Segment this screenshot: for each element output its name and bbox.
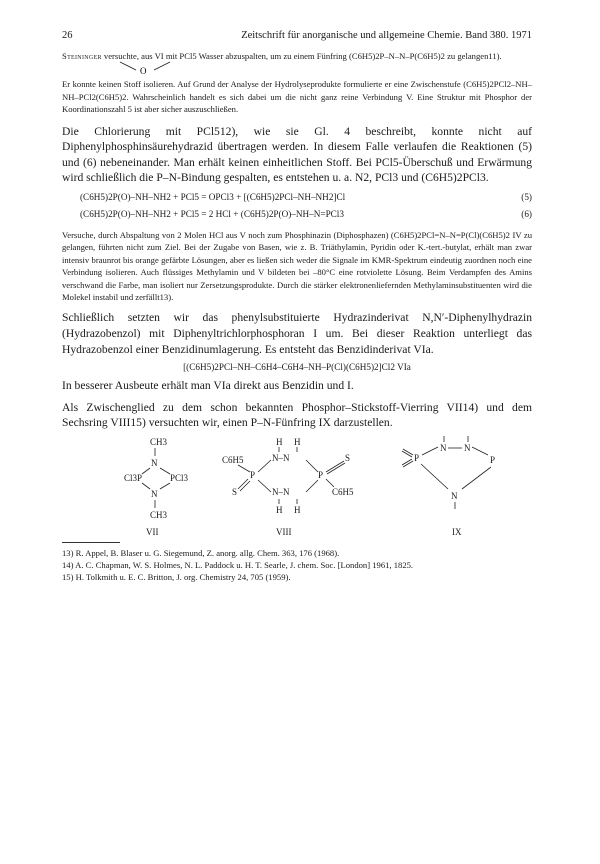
footnote (62, 571, 532, 583)
atom-label: N (451, 491, 458, 501)
paragraph-benzidin: In besserer Ausbeute erhält man VIa direkt aus Benzidin und I. (62, 379, 354, 393)
atom-label: H (276, 437, 283, 447)
structure-drawings (62, 431, 532, 539)
atom-label: C6H5 (222, 455, 244, 465)
structures-figure (62, 431, 532, 539)
atom-label: N (440, 443, 447, 453)
structure-viii (222, 437, 354, 537)
paragraph-chlorination: Die Chlorierung mit PCl512), wie sie Gl. 4 beschreibt, konnte nicht auf Diphenylphosphinsäurehydrazid übertragen werden. In diesem Falle verlaufen die Reaktionen (5) und (6) nebeneinander. Man erhält keinen einheitlichen Stoff. Bei PCl5-Überschuß und Erwärmung wird schließlich die P–N-Bindung gespalten, es entstehen u. a. N2, PCl3 und (C6H5)2PCl3. (62, 124, 532, 185)
atom-label: H (294, 505, 301, 515)
paragraph-phosphinazin: Versuche, durch Abspaltung von 2 Molen HCl aus V noch zum Phosphinazin (Diphosphazen) (C6H5)2PCl=N–N=P(Cl)(C6H5)2 IV zu gelangen, führten nicht zum Ziel. Bei der Zugabe von Basen, wie z. B. Triäthylamin, Pyridin oder K.-tert.-butylat, erhält man zwar intensiv braunrot bis orange gefärbte Lösungen, aber es ließen sich weder die Signale im KMR-Spektrum eindeutig zuordnen noch eine Verbindung isolieren. Auch flüssiges Methylamin und V bildeten bei –80°C eine rotviolette Lösung. Beim Verdampfen des Amins verschwand die Farbe, man isoliert nur Zersetzungsprodukte. Durch die stärker elektronenliefernden Methylaminsubstituenten wird die Molekel instabil und zerfällt13). (62, 230, 532, 303)
atom-label: N (151, 489, 158, 499)
equation-number: (6) (521, 209, 532, 219)
footnote (62, 559, 532, 571)
footnote-mark: 13) (62, 548, 74, 558)
equation-formula: (C6H5)2P(O)–NH–NH2 + PCl5 = OPCl3 + [(C6H5)2PCl–NH–NH2]Cl (80, 192, 346, 202)
page-header (62, 30, 532, 48)
atom-label: P (318, 470, 324, 480)
page-number: 26 (62, 30, 73, 41)
paragraph-hydrazobenzol: Schließlich setzten wir das phenylsubstituierte Hydrazinderivat N,N′-Diphenylhydrazin (Hydrazobenzol) mit Diphenyltrichlorphosphoran I um. Bei dieser Reaktion unterliegt das Hydrazobenzol einer Benzidinumlagerung. Es entsteht das Benzidinderivat VIa. (62, 311, 532, 356)
footnote-text: H. Tolkmith u. E. C. Britton, J. org. Chemistry 24, 705 (1959). (75, 572, 291, 583)
atom-label: N (464, 443, 471, 453)
equation-row (62, 209, 532, 226)
atom-label: CH3 (150, 437, 168, 447)
author-name: Steininger (62, 51, 102, 61)
equation-number: (5) (521, 192, 532, 202)
bridge-oxygen: O (140, 66, 147, 77)
structure-label: IX (452, 527, 462, 537)
footnote-text: R. Appel, B. Blaser u. G. Siegemund, Z. anorg. allg. Chem. 363, 176 (1968). (75, 548, 340, 558)
atom-label: P (414, 453, 420, 463)
journal-title: Zeitschrift für anorganische und allgemeine Chemie. Band 380. 1971 (241, 30, 532, 41)
atom-label: S (345, 453, 351, 463)
atom-label: C6H5 (332, 487, 354, 497)
atom-label: PCl3 (170, 473, 189, 483)
footnote-text: A. C. Chapman, W. S. Holmes, N. L. Paddock u. H. T. Searle, J. chem. Soc. [London] 1961, 1825. (75, 560, 414, 571)
intro-text: versuchte, aus VI mit PCl5 Wasser abzuspalten, um zu einem Fünfring (C6H5)2P–N–N–P(C6H5)2 zu gelangen11). (101, 51, 502, 61)
paragraph-hydrolysis: Er konnte keinen Stoff isolieren. Auf Grund der Analyse der Hydrolyseprodukte formulierte er eine Zwischenstufe (C6H5)2PCl2–NH–NH–PCl2(C6H5)2. Wahrscheinlich handelt es sich dabei um die nicht ganz reine Verbindung V. Eine Struktur mit Phosphor der Koordinationszahl 5 ist aber sicher auszuschließen. (62, 79, 532, 115)
paragraph-fuenfring: Als Zwischenglied zu dem schon bekannten Phosphor–Stickstoff-Vierring VII14) und dem Sechsring VIII15) versuchten wir, einen P–N-Fünfring IX darzustellen. (62, 400, 532, 430)
atom-label: P (250, 470, 256, 480)
atom-label: H (276, 505, 283, 515)
footnote-mark: 14) (62, 560, 74, 571)
footnote (62, 547, 532, 559)
atom-label: N–N (272, 453, 290, 463)
atom-label: H (294, 437, 301, 447)
atom-label: N–N (272, 487, 290, 497)
equations-block (62, 192, 532, 226)
structure-label: VII (146, 527, 159, 537)
equation-formula: (C6H5)2P(O)–NH–NH2 + PCl5 = 2 HCl + (C6H5)2P(O)–NH–N=PCl3 (80, 209, 344, 219)
footnote-mark: 15) (62, 572, 74, 583)
atom-label: N (151, 458, 158, 468)
atom-label: CH3 (150, 510, 168, 520)
atom-label: S (232, 487, 238, 497)
atom-label: P (490, 455, 496, 465)
intro-bridge (62, 62, 532, 78)
footnote-rule (62, 542, 120, 543)
formula-via: [(C6H5)2PCl–NH–C6H4–C6H4–NH–P(Cl)(C6H5)2]Cl2 VIa (183, 362, 411, 373)
atom-label: Cl3P (124, 473, 143, 483)
page (62, 30, 532, 584)
structure-label: VIII (276, 527, 292, 537)
equation-row (62, 192, 532, 209)
oxygen-bridge-drawing (102, 60, 222, 76)
structure-vii (124, 437, 189, 537)
structure-ix (402, 436, 495, 537)
